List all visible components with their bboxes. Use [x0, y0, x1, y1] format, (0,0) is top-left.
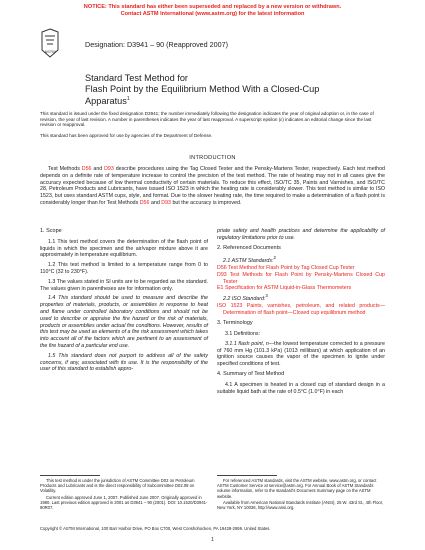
footnotes-right: [217, 478, 385, 510]
link-d93[interactable]: D93: [161, 199, 171, 206]
ref-d56[interactable]: D56 Test Method for Flash Point by Tag Closed Cup Tester: [217, 264, 355, 271]
page-number: 1: [211, 537, 214, 543]
notice-line-2: Contact ASTM International (www.astm.org) for the latest information: [120, 11, 305, 17]
scope-1-2: 1.2 This test method is limited to a temperature range from 0 to 110°C (32 to 230°F).: [40, 262, 208, 275]
scope-1-5: 1.5 This standard does not purport to address all of the safety concerns, if any, associated with its use. It is the responsibility of the user of this standard to establish appro-: [40, 352, 208, 373]
scope-heading: 1. Scope: [40, 228, 62, 234]
scope-continuation: priate safety and health practices and determine the applicability of regulatory limitations prior to use.: [217, 228, 385, 241]
referenced-documents-heading: 2. Referenced Documents: [217, 244, 281, 251]
ref-d93[interactable]: D93 Test Methods for Flash Point by Pensky-Martens Closed Cup Tester: [217, 271, 385, 285]
ref-e1[interactable]: E1 Specification for ASTM Liquid-in-Glass Thermometers: [217, 285, 352, 292]
link-d56[interactable]: D56: [139, 199, 150, 206]
link-d56[interactable]: D56: [81, 166, 92, 172]
ref-iso-1523[interactable]: ISO 1523 Paints, varnishes, petroleum, and related products—Determination of flash point—Closed cup equilibrium method: [217, 302, 385, 316]
iso-standard-label: 2.2 ISO Standard:: [223, 295, 266, 302]
astm-standards-footnote: 2: [273, 255, 276, 261]
scope-1-3: 1.3 The values stated in SI units are to be regarded as the standard. The values given in parentheses are for information only.: [40, 278, 208, 292]
summary-4-1: 4.1 A specimen is heated in a closed cup of standard design in a suitable liquid bath at the rate of 0.5°C (1.0°F) in each: [217, 381, 385, 395]
scope-1-1: 1.1 This test method covers the determination of the flash point of liquids in which the specimen and the air/vapor mixture above it are approximately in temperature equilibrium.: [40, 238, 208, 259]
right-column: [217, 228, 385, 398]
footnote-1-edition: Current edition approved June 1, 2007. Published June 2007. Originally approved in 1980. Last previous edition approved in 2001 as D3941 – 90 (2001). DOI: 10.1520/D3941-90R07.: [40, 494, 208, 511]
astm-logo: [40, 28, 60, 58]
title-line-1: Standard Test Method for: [85, 73, 188, 83]
title-footnote-marker: 1: [126, 96, 130, 102]
footnote-1: This test method is under the jurisdiction of ASTM Committee D02 on Petroleum Products and Lubricants and is the direct responsibility of Subcommittee D02.08 on Volatility.: [40, 478, 195, 494]
footnote-2: For referenced ASTM standards, visit the ASTM website, www.astm.org, or contact ASTM Customer Service at service@astm.org. For Annual Book of ASTM Standards volume information, refer to the standard's Document Summary page on the ASTM website.: [217, 478, 377, 499]
footnote-3: Available from American National Standards Institute (ANSI), 25 W. 43rd St., 4th Floor, New York, NY 10036, http://www.ansi.org.: [217, 499, 384, 511]
logo-text: ASTM: [44, 49, 56, 54]
document-title: [85, 73, 395, 107]
title-line-3: Apparatus: [85, 96, 127, 107]
terminology-heading: 3. Terminology: [217, 320, 253, 327]
copyright-line: Copyright © ASTM International, 100 Barr Harbor Drive, PO Box C700, West Conshohocken, PA 19428-2959. United States.: [40, 526, 271, 531]
introduction-heading: INTRODUCTION: [189, 155, 236, 161]
introduction-paragraph: Test Methods D56 and D93 describe procedures using the Tag Closed Tester and the Pensky-Martens Tester, respectively. Each test method depends on a definite rate of temperature increase to control the precision of the test method. The rate of heating may not in all cases give the accuracy expected because of low thermal conductivity of certain materials. To reduce this effect, ISO/TC 35, Paints and Varnishes, and ISO/TC 28, Petroleum Products and Lubricants, have issued ISO 1523 in which the heating rate is considerably slower. This test method is similar to ISO 1523, but uses standard ASTM cups, style, and format. Due to the slower heating rate, the time required to make a determination of a flash point is considerably longer than for Test Methods D56 and D93 but the accuracy is improved.: [40, 166, 385, 206]
standard-note: This standard is issued under the fixed designation D3941; the number immediately following the designation indicates the year of original adoption or, in the case of revision, the year of last revision. A number in parentheses indicates the year of last reapproval. A superscript epsilon (ε) indicates an editorial change since the last revision or reapproval.: [40, 111, 374, 128]
flash-point-definition: 3.1.1 flash point, n—the lowest temperature corrected to a pressure of 760 mm Hg (101.3 kPa) (1013 millibars) at which application of an ignition source causes the vapor of the specimen to ignite under specified conditions of test.: [217, 340, 385, 368]
astm-logo-icon: [40, 28, 60, 58]
withdrawal-notice: [0, 4, 425, 18]
agency-note: This standard has been approved for use by agencies of the Department of Defense.: [40, 133, 213, 138]
footnote-divider-right: [217, 475, 277, 476]
link-d93[interactable]: D93: [104, 166, 114, 172]
summary-heading: 4. Summary of Test Method: [217, 371, 285, 378]
iso-standard-footnote: 3: [265, 293, 268, 299]
astm-standards-label: 2.1 ASTM Standards:: [223, 258, 274, 265]
definitions-label: 3.1 Definitions:: [225, 331, 261, 338]
left-column: [40, 228, 208, 376]
scope-1-4: 1.4 This standard should be used to measure and describe the properties of materials, products, or assemblies in response to heat and flame under controlled laboratory conditions and should not be used to describe or appraise the fire hazard or fire risk of materials, products or assemblies under actual fire conditions. However, results of this test may be used as elements of a fire risk assessment which takes into account all of the factors which are pertinent to an assessment of the fire hazard of a particular end use.: [40, 295, 208, 349]
title-line-2: Flash Point by the Equilibrium Method With a Closed-Cup: [85, 83, 320, 94]
notice-line-1: NOTICE: This standard has either been superseded and replaced by a new version or withdrawn.: [83, 4, 342, 10]
footnotes-left: [40, 478, 208, 510]
designation: Designation: D3941 – 90 (Reapproved 2007): [85, 40, 229, 49]
footnote-divider-left: [40, 475, 100, 476]
